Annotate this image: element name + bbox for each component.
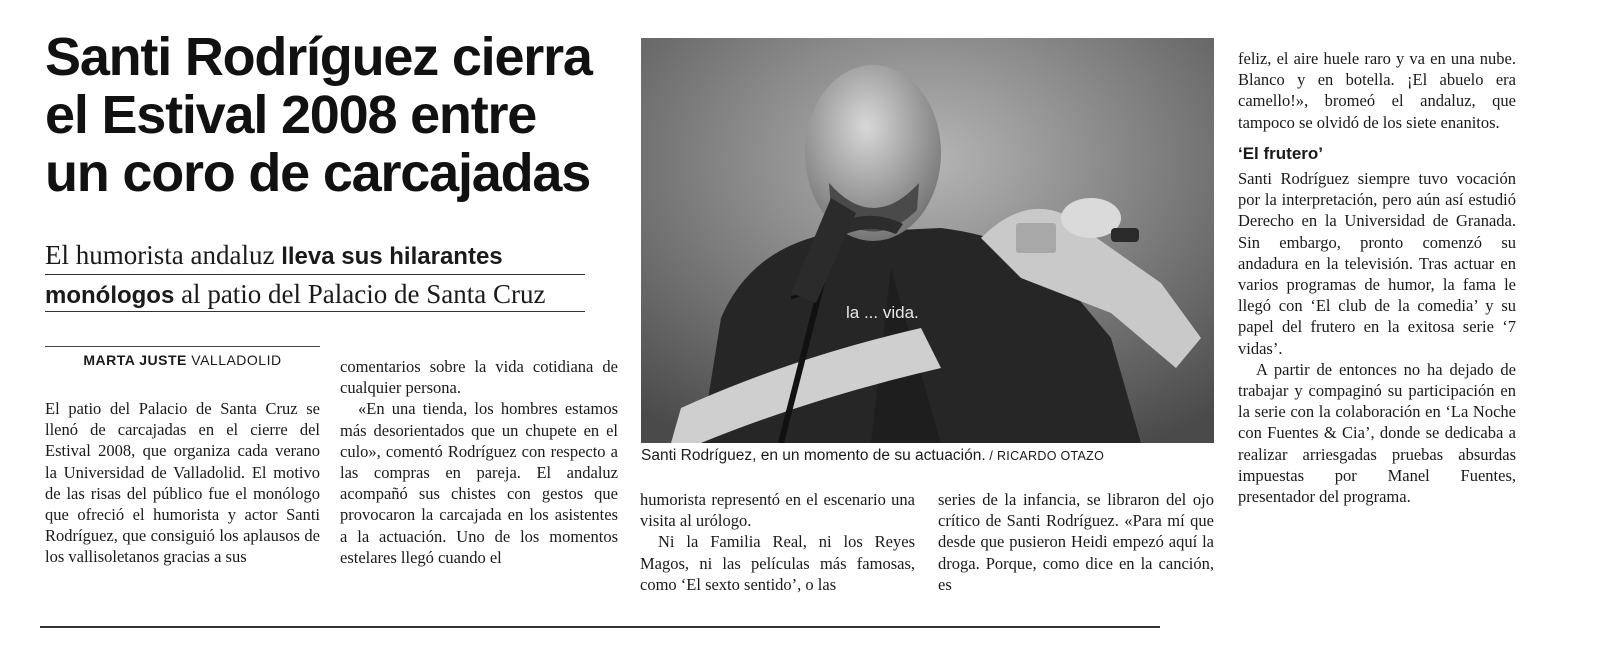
paragraph: series de la infancia, se libraron del ojo crítico de Santi Rodríguez. «Para mí que desde que pusieron Heidi empezó aquí la droga. Porque, como dice en la canción, es xyxy=(938,490,1214,594)
bottom-rule xyxy=(40,626,1160,628)
headline-line-1: Santi Rodríguez cierra xyxy=(45,27,592,87)
article-column-4 xyxy=(938,489,1214,595)
photo-illustration xyxy=(641,38,1214,443)
subheadline-line-2 xyxy=(45,275,585,312)
paragraph: El patio del Palacio de Santa Cruz se llenó de carcajadas en el cierre del Estival 2008, que organiza cada verano la Universidad de Valladolid. El motivo de las risas del público fue el monólogo que ofreció el humorista y actor Santi Rodríguez, que consiguió los aplausos de los vallisoletanos gracias a sus xyxy=(45,399,320,567)
paragraph: A partir de entonces no ha dejado de trabajar y compaginó su participación en la serie con la colaboración en ‘La Noche con Fuentes & Cia’, donde se dedicaba a realizar arriesgadas pruebas absurdas impuestas por Manel Fuentes, presentador del programa. xyxy=(1238,359,1516,507)
photo-caption xyxy=(641,447,1221,465)
photo-credit: / RICARDO OTAZO xyxy=(985,449,1105,463)
headline-line-2: el Estival 2008 entre xyxy=(45,85,537,145)
subheadline-line-1 xyxy=(45,238,585,275)
byline-place: VALLADOLID xyxy=(186,352,282,368)
byline-rule-top xyxy=(45,346,320,347)
headline-line-3: un coro de carcajadas xyxy=(45,143,591,203)
paragraph: «En una tienda, los hombres estamos más desorientados que un chupete en el culo», comentó Rodríguez con respecto a las compras en pareja. El andaluz acompañó sus chistes con gestos que provocaron la carcajada en los asistentes a la actuación. Uno de los momentos estelares llegó cuando el xyxy=(340,399,618,567)
subheadline-bold: monólogos xyxy=(45,282,175,309)
headline xyxy=(45,28,625,202)
article-photo xyxy=(641,38,1214,443)
article-column-3 xyxy=(640,489,915,595)
subheadline-text: al patio del Palacio de Santa Cruz xyxy=(174,279,546,309)
paragraph: Santi Rodríguez siempre tuvo vocación por la interpretación, pero aún así estudió Derecho en la Universidad de Granada. Sin embargo, pronto comenzó su andadura en la televisión. Tras actuar en varios programas de humor, la fama le llegó con ‘El club de la comedia’ y su papel del frutero en la exitosa serie ‘7 vidas’. xyxy=(1238,169,1516,358)
caption-text: Santi Rodríguez, en un momento de su actuación. xyxy=(641,447,986,464)
subheadline-text: El humorista andaluz xyxy=(45,240,282,270)
byline-author: MARTA JUSTE xyxy=(83,352,187,368)
article-column-1 xyxy=(45,398,320,568)
subheadline xyxy=(45,238,585,312)
paragraph: Ni la Familia Real, ni los Reyes Magos, ni las películas más famosas, como ‘El sexto sentido’, o las xyxy=(640,532,915,594)
section-heading: ‘El frutero’ xyxy=(1238,143,1324,163)
subheadline-bold: lleva sus hilarantes xyxy=(281,243,503,270)
paragraph: comentarios sobre la vida cotidiana de cualquier persona. xyxy=(340,357,618,398)
article-column-2 xyxy=(340,356,618,568)
shirt-print: la ... vida. xyxy=(846,303,919,322)
article-column-5 xyxy=(1238,48,1516,507)
paragraph: humorista representó en el escenario una visita al urólogo. xyxy=(640,490,915,531)
paragraph: feliz, el aire huele raro y va en una nube. Blanco y en botella. ¡El abuelo era camello!», bromeó el andaluz, que tampoco se olvidó de los siete enanitos. xyxy=(1238,49,1516,132)
byline xyxy=(45,352,320,368)
